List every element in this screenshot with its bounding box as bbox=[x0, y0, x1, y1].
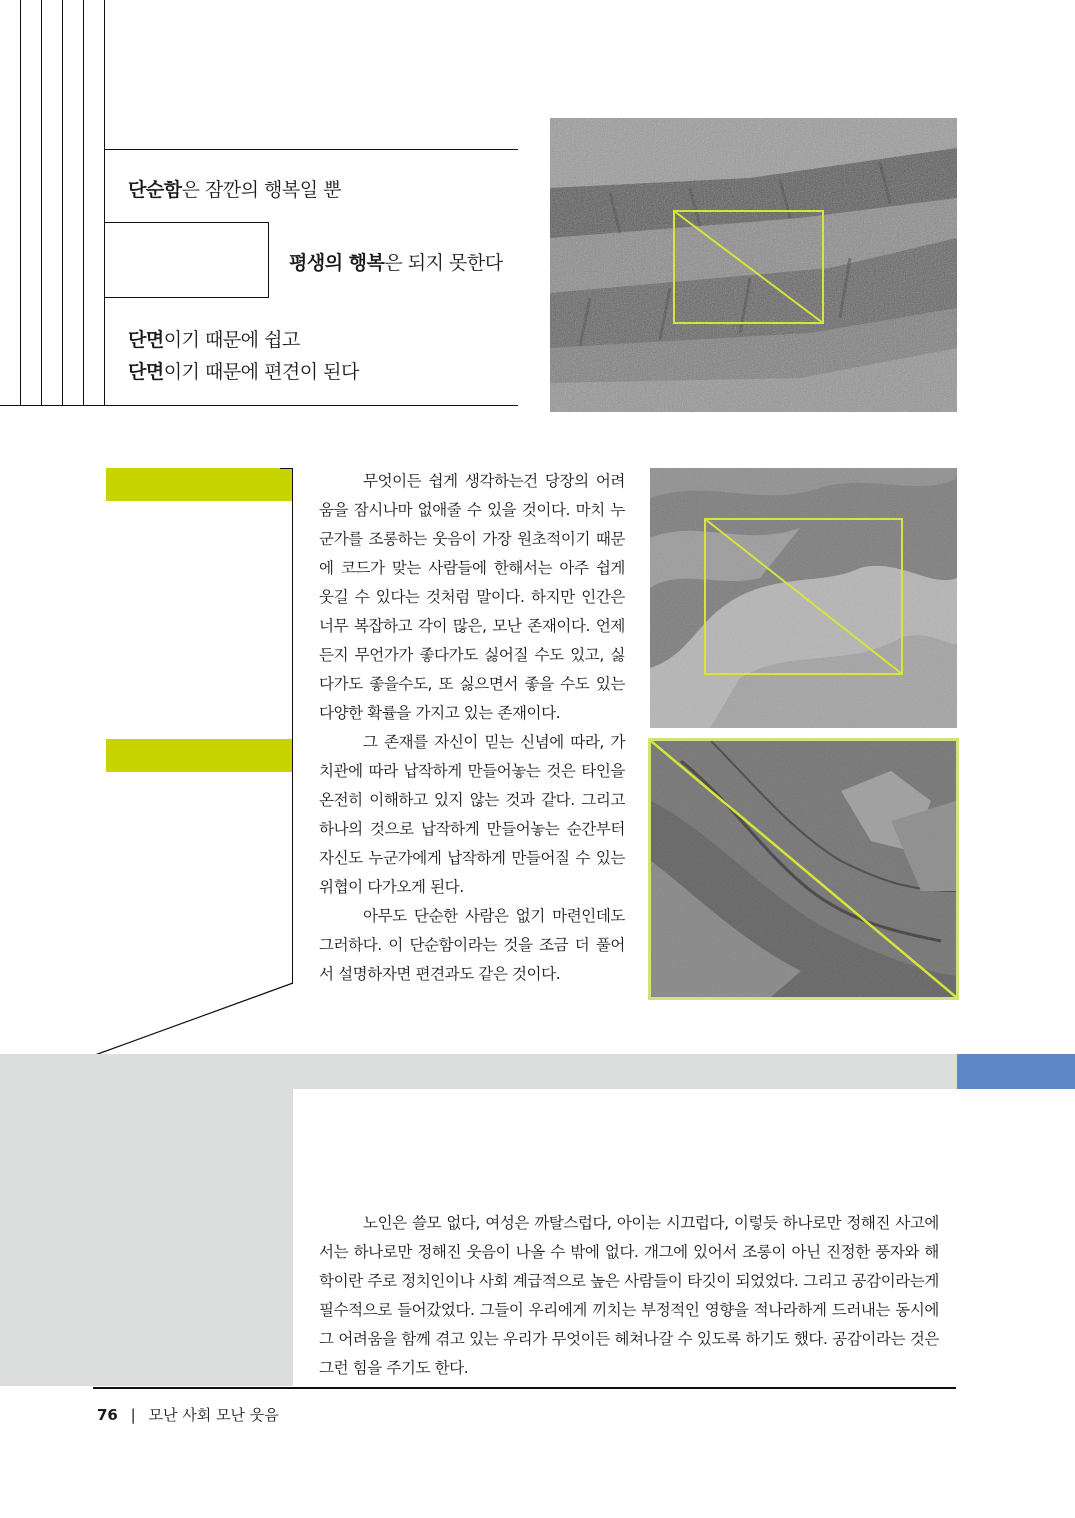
bracket-line bbox=[292, 468, 293, 984]
footer-rule bbox=[93, 1387, 956, 1389]
page-footer bbox=[97, 1404, 279, 1425]
decor-vline-1 bbox=[20, 0, 21, 405]
quote-bottom-rule bbox=[0, 405, 518, 406]
body-paragraph-3: 아무도 단순한 사람은 없기 마련인데도 그러하다. 이 단순함이라는 것을 조금 더 풀어서 설명하자면 편견과도 같은 것이다. bbox=[319, 907, 625, 983]
decor-vline-5 bbox=[104, 0, 105, 405]
quote-line-4-bold: 단면 bbox=[128, 361, 164, 383]
blue-tab bbox=[957, 1054, 1075, 1089]
lime-bar-2 bbox=[106, 739, 292, 772]
quote-line-3-rest: 이기 때문에 쉽고 bbox=[163, 329, 300, 351]
quote-line-2-bold: 평생의 행복 bbox=[289, 252, 385, 274]
gray-band-left bbox=[0, 1054, 293, 1386]
rock-photo-middle bbox=[650, 468, 957, 728]
page-number: 76 bbox=[97, 1406, 118, 1424]
body-paragraph-1: 무엇이든 쉽게 생각하는건 당장의 어려움을 잠시나마 없애줄 수 있을 것이다. 마치 누군가를 조롱하는 웃음이 가장 원초적이기 때문에 코드가 맞는 사람들에 한해서는 아주 쉽게 웃길 수 있다는 것처럼 말이다. 하지만 인간은 너무 복잡하고 각이 많은, 모난 존재이다. 언제든지 무언가가 좋다가도 싫어질 수도 있고, 싫다가도 좋을수도, 또 싫으면서 좋을 수도 있는 다양한 확률을 가지고 있는 존재이다. bbox=[319, 472, 625, 722]
quote-line-1-rest: 은 잠깐의 행복일 뿐 bbox=[181, 179, 342, 201]
quote-line-4-rest: 이기 때문에 편견이 된다 bbox=[163, 361, 359, 383]
quote-box bbox=[104, 222, 269, 298]
quote-top-rule bbox=[104, 149, 518, 150]
body-text bbox=[319, 467, 625, 989]
quote-line-2 bbox=[289, 248, 503, 275]
bracket-diagonal bbox=[94, 982, 294, 1056]
quote-line-1 bbox=[128, 175, 341, 202]
footer-separator: | bbox=[130, 1406, 136, 1424]
rock-photo-framed bbox=[648, 738, 959, 1000]
quote-line-4 bbox=[128, 357, 359, 384]
rock-photo-top bbox=[550, 118, 957, 412]
bottom-paragraph: 노인은 쓸모 없다, 여성은 까탈스럽다, 아이는 시끄럽다, 이렇듯 하나로만 정해진 사고에서는 하나로만 정해진 웃음이 나올 수 밖에 없다. 개그에 있어서 조롱이 아닌 진정한 풍자와 해학이란 주로 정치인이나 사회 계급적으로 높은 사람들이 타깃이 되었었다. 그리고 공감이라는게 필수적으로 들어갔었다. 그들이 우리에게 끼치는 부정적인 영향을 적나라하게 드러내는 동시에 그 어려움을 함께 겪고 있는 우리가 무엇이든 헤쳐나갈 수 있도록 하기도 했다. 공감이라는 것은 그런 힘을 주기도 한다. bbox=[319, 1214, 939, 1377]
footer-title: 모난 사회 모난 웃음 bbox=[148, 1406, 279, 1424]
decor-vline-3 bbox=[62, 0, 63, 405]
decor-vline-2 bbox=[41, 0, 42, 405]
quote-line-3-bold: 단면 bbox=[128, 329, 164, 351]
quote-line-2-rest: 은 되지 못한다 bbox=[384, 252, 503, 274]
lime-bar-1 bbox=[106, 468, 292, 501]
bottom-text bbox=[319, 1209, 939, 1383]
body-paragraph-2: 그 존재를 자신이 믿는 신념에 따라, 가치관에 따라 납작하게 만들어놓는 것은 타인을 온전히 이해하고 있지 않는 것과 같다. 그리고 하나의 것으로 납작하게 만들어놓는 순간부터 자신도 누군가에게 납작하게 만들어질 수 있는 위협이 다가오게 된다. bbox=[319, 733, 625, 896]
decor-vline-4 bbox=[83, 0, 84, 405]
quote-line-1-bold: 단순함 bbox=[128, 179, 182, 201]
bracket-top-tick bbox=[280, 468, 293, 469]
quote-line-3 bbox=[128, 325, 300, 352]
